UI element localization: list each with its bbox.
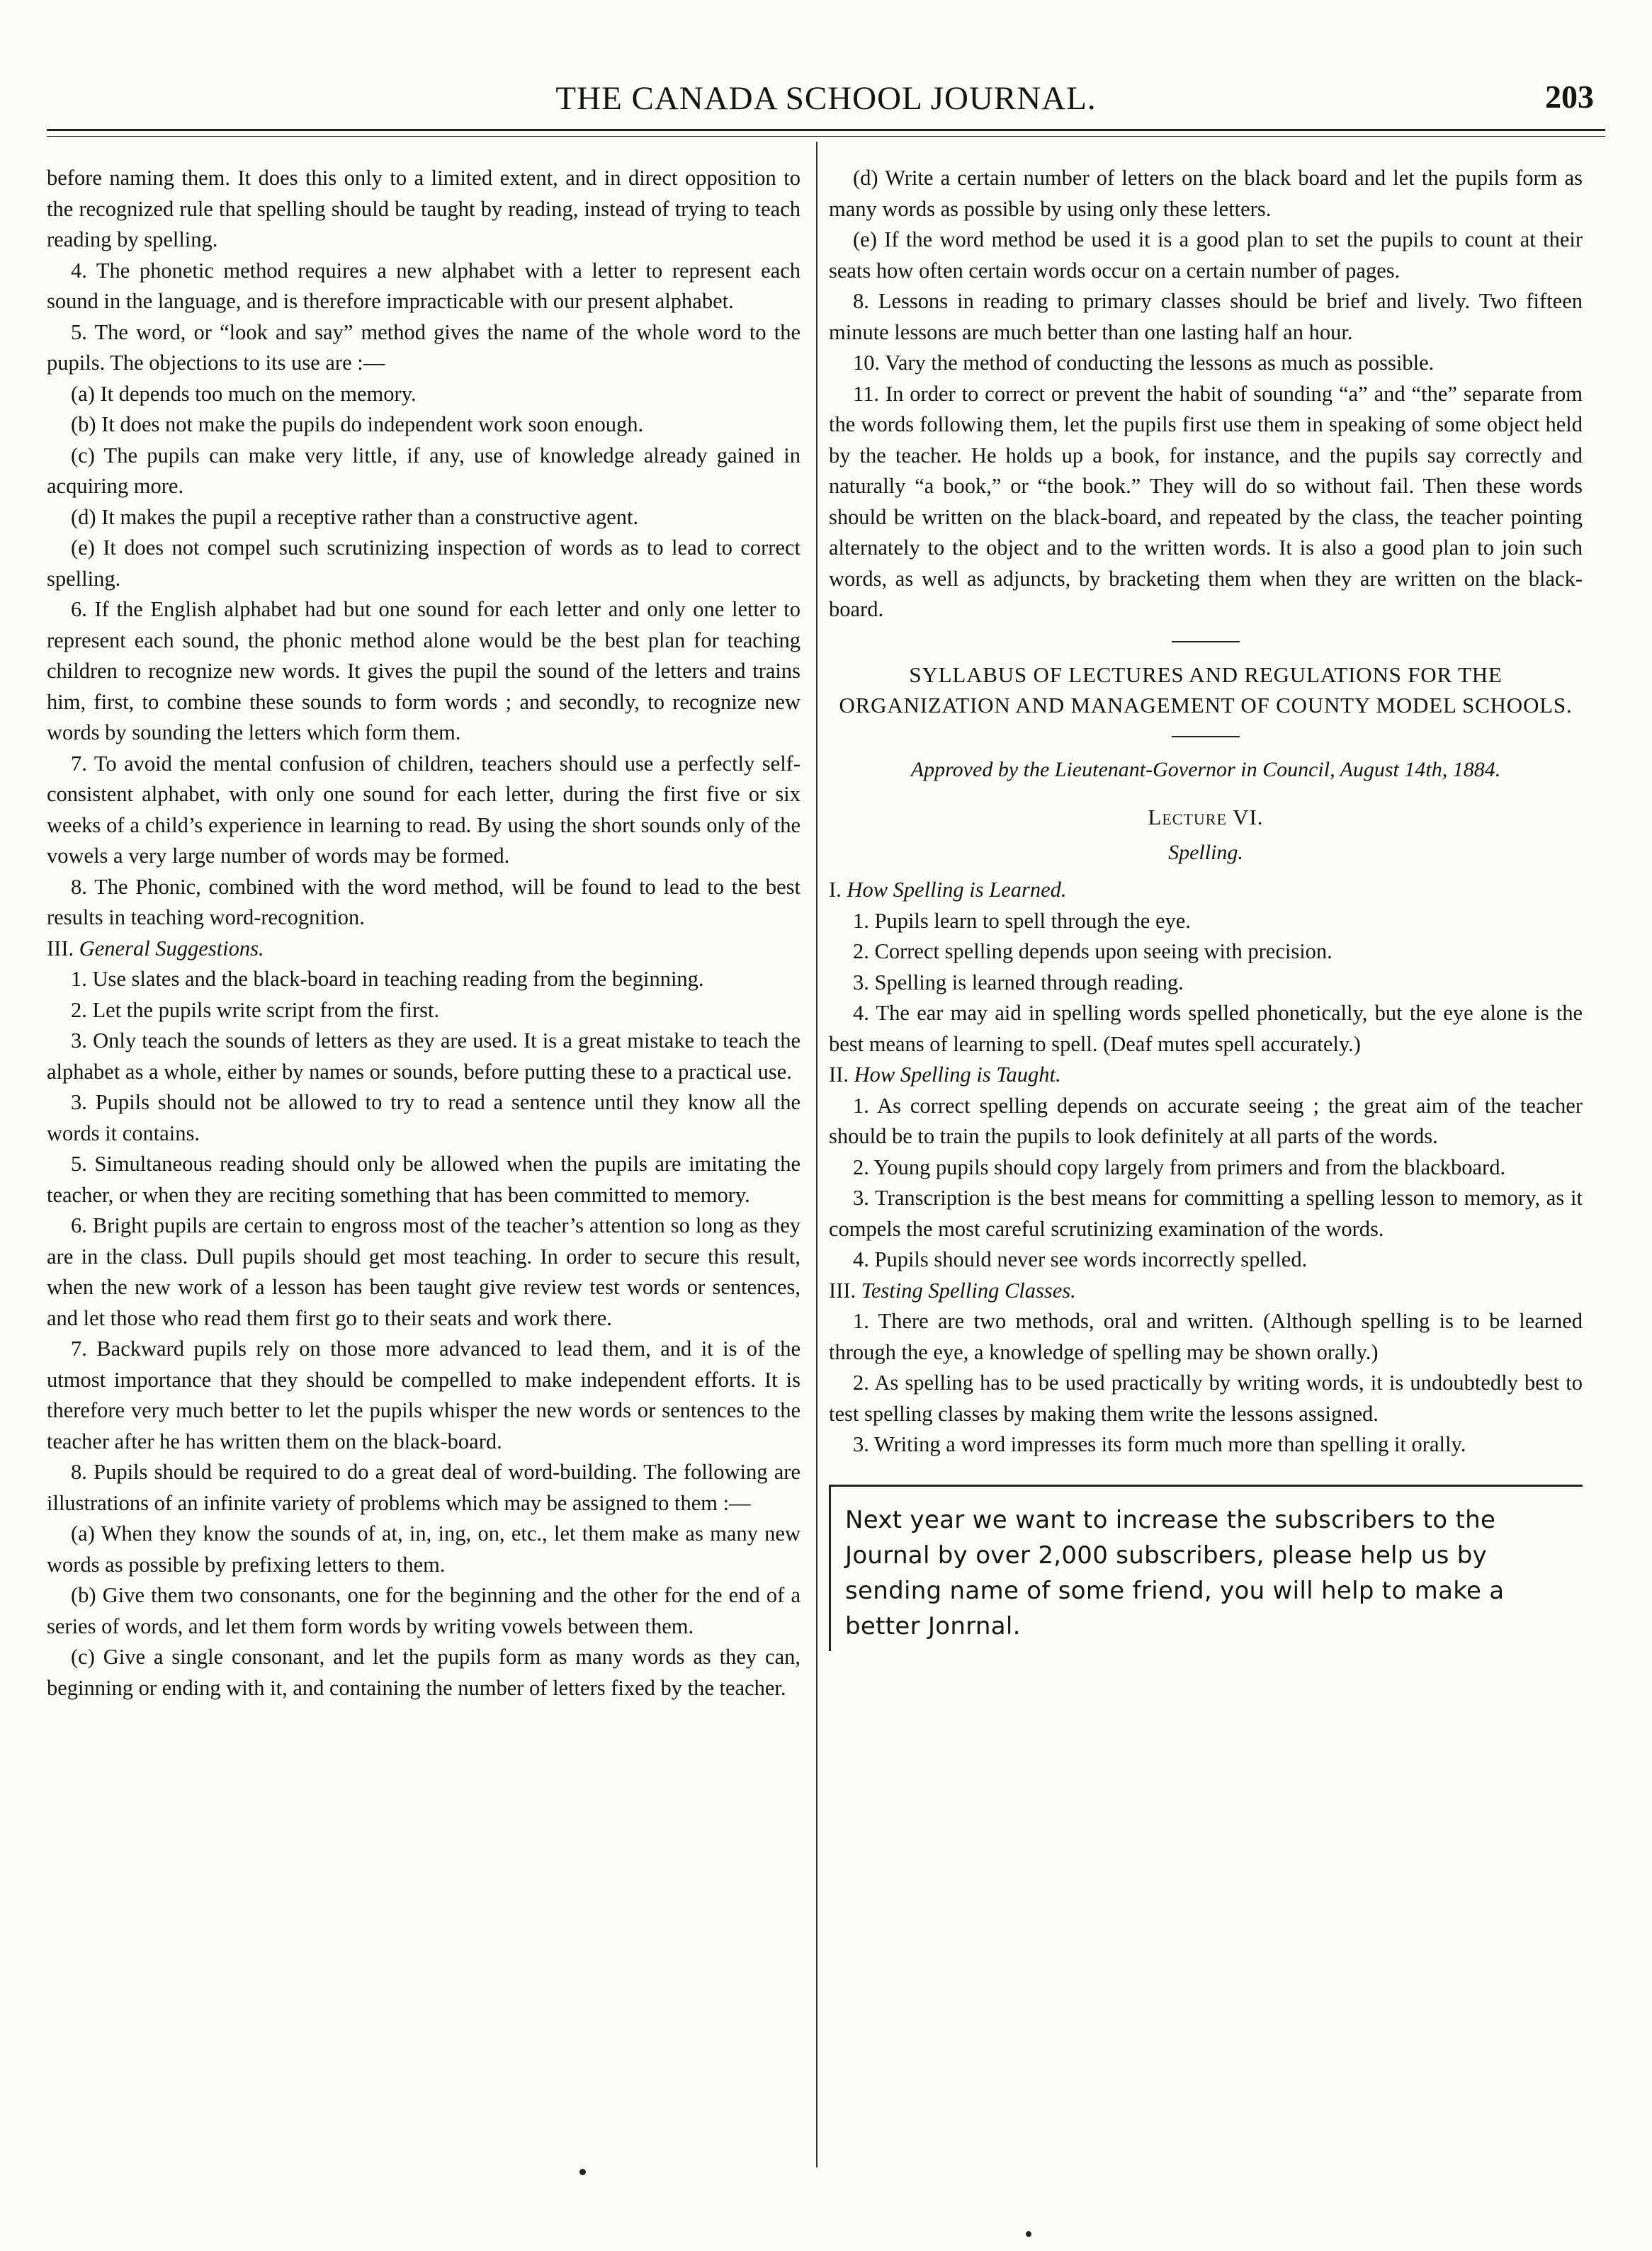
section-heading-title: How Spelling is Learned. (847, 878, 1067, 902)
paragraph: 3. Writing a word impresses its form much more than spelling it orally. (853, 1432, 1466, 1456)
paragraph: 11. In order to correct or prevent the habit of sounding “a” and “the” separate from the words following them, let the pupils first use them in speaking of some object held by the teacher. He holds up a book, for instance, and the pupils say correctly and naturally “a book,” or “the book.” They will do so without fail. Then these words should be written on the black-board, and repeated by the class, the teacher pointing alternately to the object and to the written words. It is also a good plan to join such words, as well as adjuncts, by bracketing them when they are written on the black-board. (829, 381, 1583, 621)
section-heading-number: II. (829, 1062, 849, 1087)
right-column (829, 163, 1583, 1651)
print-speck (1026, 2231, 1031, 2237)
paragraph: 1. Pupils learn to spell through the eye. (853, 908, 1191, 933)
paragraph: 8. Lessons in reading to primary classes should be brief and lively. Two fifteen minute lessons are much better than one lasting half an hour. (829, 289, 1583, 344)
paragraph: 10. Vary the method of conducting the lessons as much as possible. (853, 351, 1435, 375)
header-rule-thin (47, 136, 1605, 137)
paragraph: 5. The word, or “look and say” method gives the name of the whole word to the pupils. The objections to its use are :— (47, 319, 800, 375)
paragraph: 3. Transcription is the best means for committing a spelling lesson to memory, as it compels the most careful scrutinizing examination of the words. (829, 1186, 1583, 1241)
paragraph: 4. Pupils should never see words incorrectly spelled. (853, 1247, 1308, 1271)
print-speck (579, 2169, 586, 2175)
section-heading-number: III. (47, 936, 74, 960)
paragraph: 1. There are two methods, oral and written. (Although spelling is to be learned through the eye, a knowledge of spelling may be shown orally.) (829, 1309, 1583, 1364)
paragraph: 7. Backward pupils rely on those more advanced to lead them, and it is of the utmost importance that they should be compelled to make independent efforts. It is therefore very much better to let the pupils whisper the new words or sentences to the teacher after he has written them on the black-board. (47, 1337, 800, 1453)
paragraph: 3. Only teach the sounds of letters as they are used. It is a great mistake to teach the alphabet as a whole, either by names or sounds, before putting these to a practical use. (47, 1028, 800, 1084)
paragraph: (a) It depends too much on the memory. (71, 381, 417, 406)
paragraph: (c) The pupils can make very little, if any, use of knowledge already gained in acquiring more. (47, 443, 800, 498)
paragraph: (d) Write a certain number of letters on the black board and let the pupils form as many words as possible by using only these letters. (829, 166, 1583, 221)
paragraph: 2. Let the pupils write script from the first. (71, 997, 440, 1022)
paragraph: 1. Use slates and the black-board in teaching reading from the beginning. (71, 967, 704, 991)
section-heading (829, 875, 1583, 906)
paragraph: 1. As correct spelling depends on accurate seeing ; the great aim of the teacher should be to train the pupils to look definitely at all parts of the words. (829, 1093, 1583, 1148)
paragraph: (e) It does not compel such scrutinizing inspection of words as to lead to correct spelling. (47, 535, 800, 591)
paragraph: (a) When they know the sounds of at, in, ing, on, etc., let them make as many new words as possible by prefixing letters to them. (47, 1521, 800, 1577)
paragraph: 6. If the English alphabet had but one sound for each letter and only one letter to represent each sound, the phonic method alone would be the best plan for teaching children to recognize new words. It gives the pupil the sound of the letters and trains him, first, to combine these sounds to form words ; and secondly, to recognize new words by sounding the letters which form them. (47, 597, 800, 744)
section-heading-title: How Spelling is Taught. (854, 1062, 1061, 1087)
paragraph: before naming them. It does this only to a limited extent, and in direct opposition to the recognized rule that spelling should be taught by reading, instead of trying to teach reading by spelling. (47, 166, 800, 251)
section-heading-number: I. (829, 878, 842, 902)
syllabus-title: SYLLABUS OF LECTURES AND REGULATIONS FOR THE ORGANIZATION AND MANAGEMENT OF COUNTY MODEL SCHOOLS. (839, 662, 1573, 718)
paragraph: 8. The Phonic, combined with the word method, will be found to lead to the best results in teaching word-recognition. (47, 874, 800, 929)
section-rule (1172, 736, 1240, 737)
paragraph: (b) Give them two consonants, one for the beginning and the other for the end of a series of words, and let them form words by writing vowels between them. (47, 1583, 800, 1638)
section-heading-number: III. (829, 1278, 856, 1303)
paragraph: (b) It does not make the pupils do independent work soon enough. (71, 412, 644, 436)
paragraph: (c) Give a single consonant, and let the pupils form as many words as they can, beginning or ending with it, and containing the number of letters fixed by the teacher. (47, 1645, 800, 1700)
paragraph: 2. As spelling has to be used practically by writing words, it is undoubtedly best to test spelling classes by making them write the lessons assigned. (829, 1371, 1583, 1426)
paragraph: 4. The phonetic method requires a new alphabet with a letter to represent each sound in the language, and is therefore impracticable with our present alphabet. (47, 258, 800, 313)
running-title: THE CANADA SCHOOL JOURNAL. (555, 80, 1097, 117)
approval-note: Approved by the Lieutenant-Governor in Council, August 14th, 1884. (910, 757, 1501, 781)
paragraph: 3. Pupils should not be allowed to try to read a sentence until they know all the words it contains. (47, 1090, 800, 1145)
paragraph: 2. Correct spelling depends upon seeing with precision. (853, 939, 1333, 963)
paragraph: (d) It makes the pupil a receptive rather than a constructive agent. (71, 504, 639, 529)
lecture-subject: Spelling. (1168, 840, 1243, 864)
paragraph: 3. Spelling is learned through reading. (853, 970, 1184, 994)
right-column-top (829, 163, 1583, 625)
left-column (47, 163, 800, 1703)
paragraph: 2. Young pupils should copy largely from primers and from the blackboard. (853, 1155, 1506, 1179)
section-rule (1172, 641, 1240, 642)
section-heading-title: Testing Spelling Classes. (861, 1278, 1076, 1303)
paragraph: 8. Pupils should be required to do a great deal of word-building. The following are illustrations of an infinite variety of problems which may be assigned to them :— (47, 1460, 800, 1515)
section-heading (829, 1060, 1583, 1091)
header-rule-thick (47, 129, 1605, 131)
right-column-bottom (829, 875, 1583, 1461)
column-divider (816, 142, 817, 2167)
section-heading (47, 934, 800, 965)
lecture-heading: Lecture VI. (1148, 805, 1264, 829)
paragraph: 5. Simultaneous reading should only be allowed when the pupils are imitating the teacher, or when they are reciting something that has been committed to memory. (47, 1152, 800, 1207)
paragraph: (e) If the word method be used it is a good plan to set the pupils to count at their seats how often certain words occur on a certain number of pages. (829, 227, 1583, 283)
section-heading (829, 1276, 1583, 1307)
paragraph: 6. Bright pupils are certain to engross most of the teacher’s attention so long as they are in the class. Dull pupils should get most teaching. In order to secure this result, when the new work of a lesson has been taught give review test words or sentences, and let those who read them first go to their seats and work there. (47, 1213, 800, 1330)
subscriber-notice: Next year we want to increase the subscribers to the Journal by over 2,000 subscribers, please help us by sending name of some friend, you will help to make a better Jonrnal. (829, 1485, 1583, 1651)
page-number: 203 (1545, 79, 1594, 115)
paragraph: 7. To avoid the mental confusion of children, teachers should use a perfectly self-consistent alphabet, with only one sound for each letter, during the first five or six weeks of a child’s experience in learning to read. By using the short sounds only of the vowels a very large number of words may be formed. (47, 751, 800, 868)
section-heading-title: General Suggestions. (79, 936, 264, 960)
paragraph: 4. The ear may aid in spelling words spelled phonetically, but the eye alone is the best means of learning to spell. (Deaf mutes spell accurately.) (829, 1001, 1583, 1056)
